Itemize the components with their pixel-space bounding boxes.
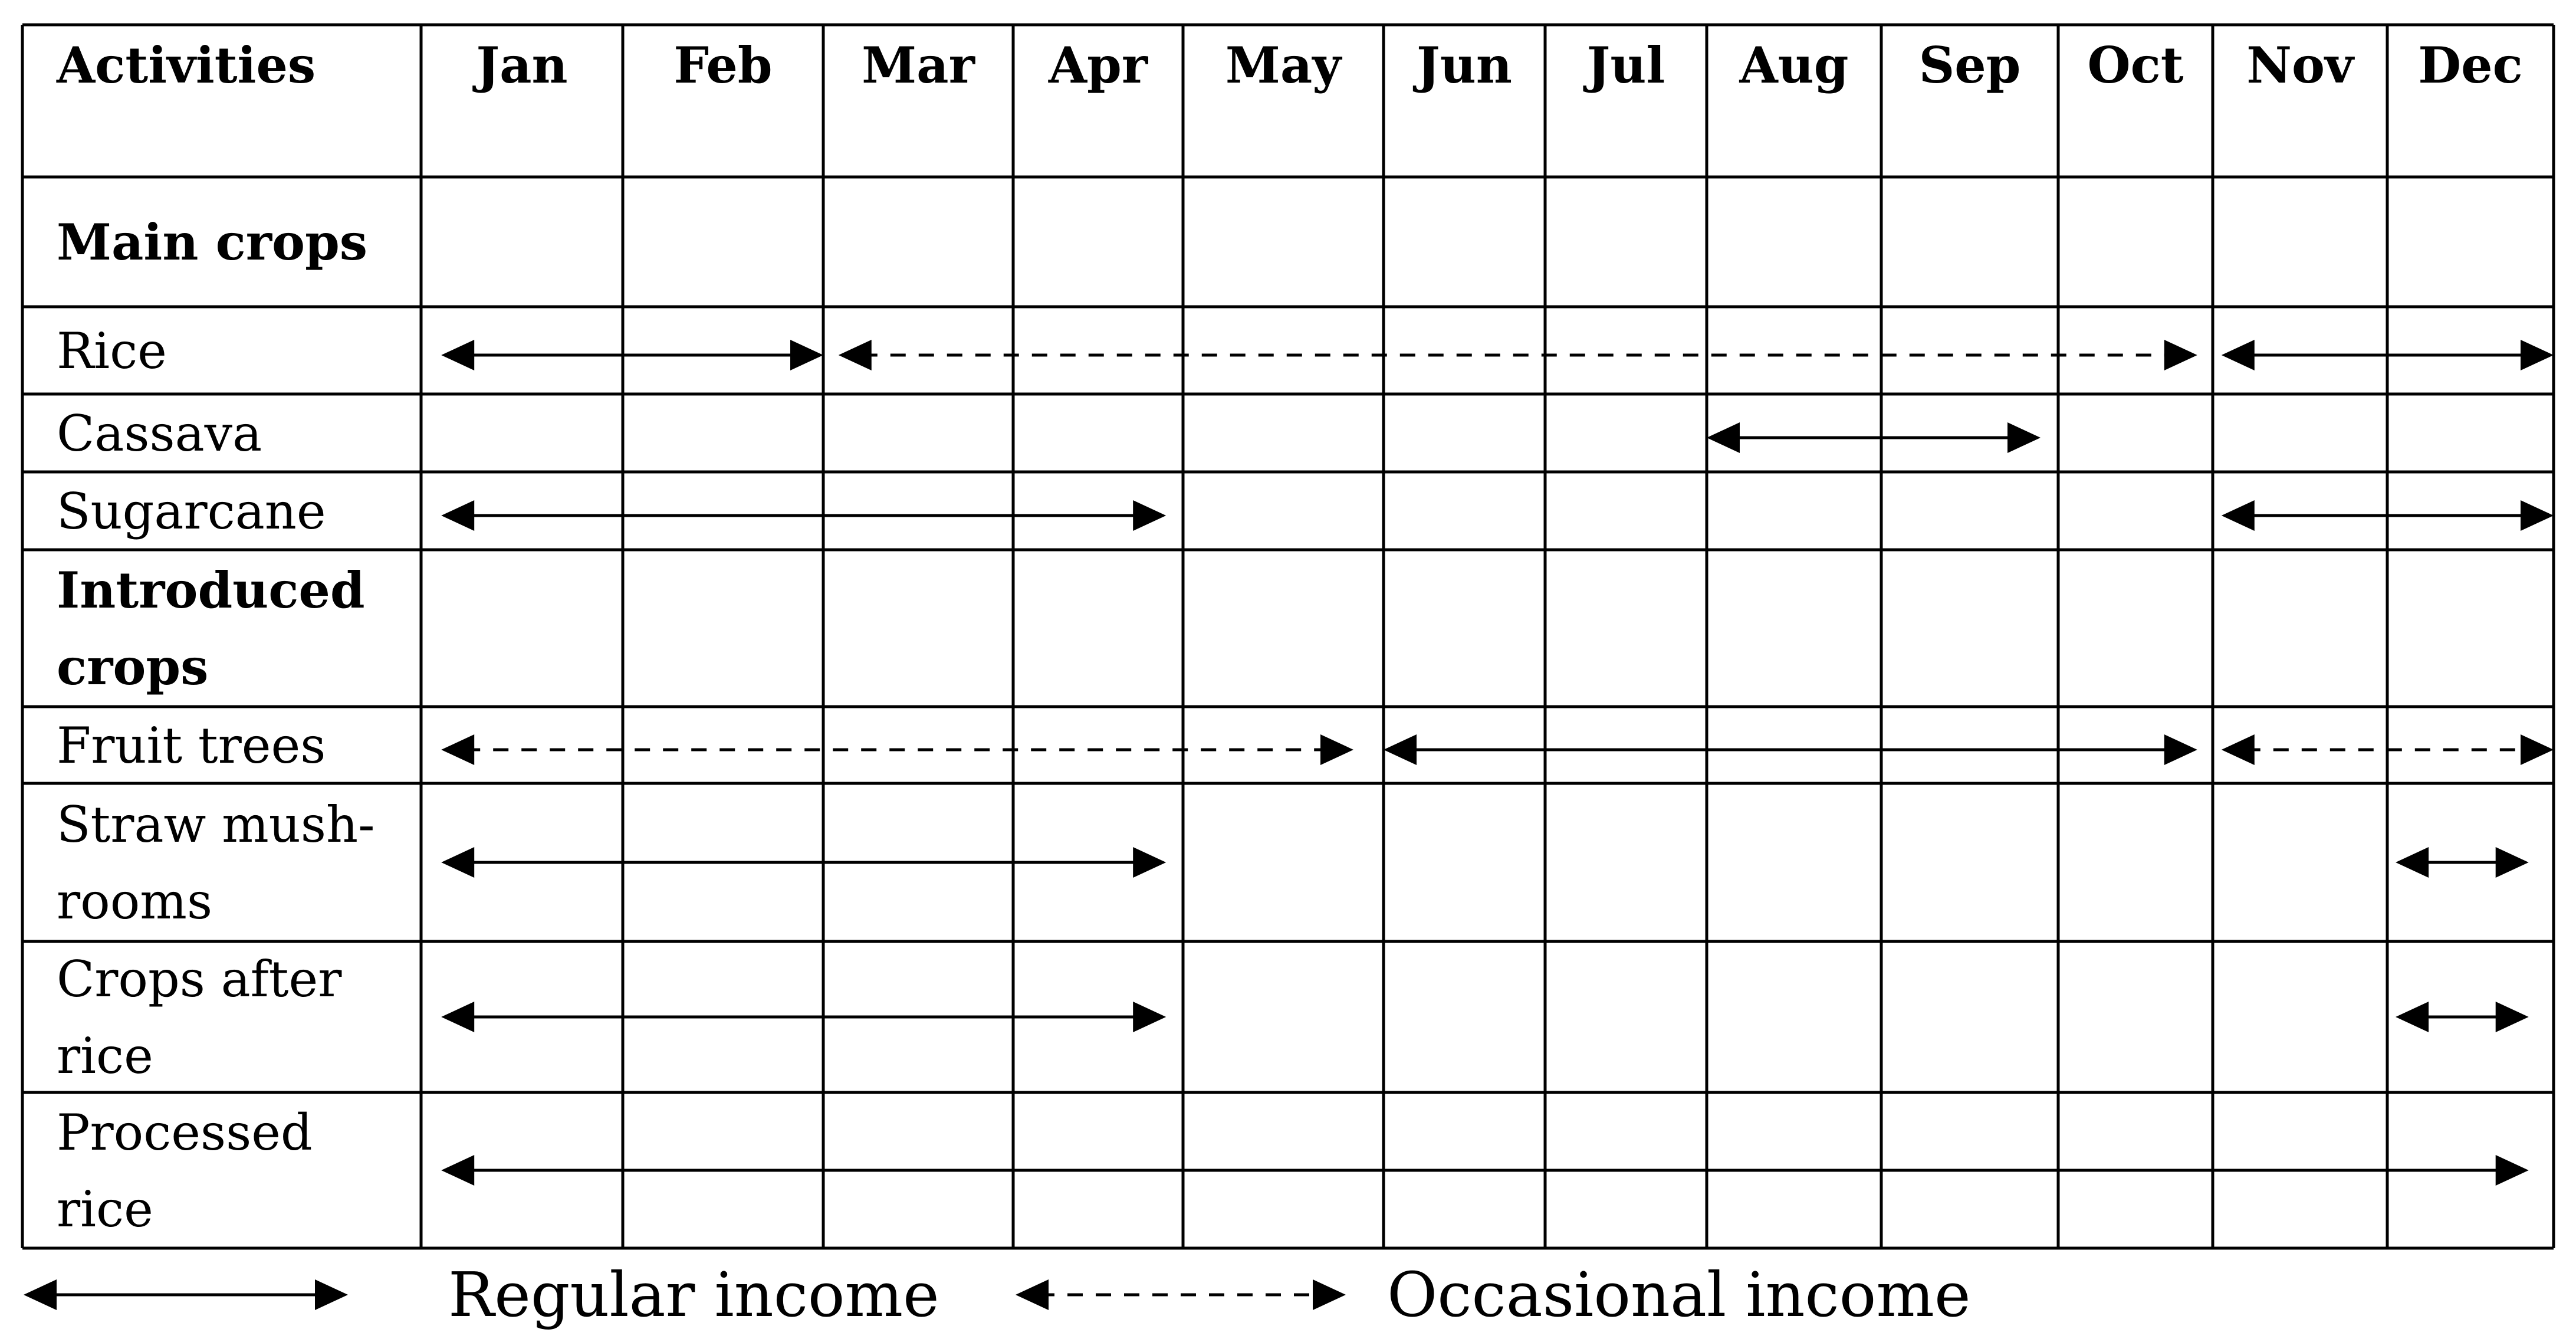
month-header-feb: Feb — [673, 36, 773, 94]
arrow-row6-1-regular-head-left — [2396, 847, 2429, 878]
arrow-row1-0-regular — [441, 340, 823, 370]
arrow-row7-0-regular — [441, 1002, 1166, 1032]
row-label-3-line-0: Sugarcane — [57, 483, 326, 540]
arrow-row3-0-regular-head-right — [1133, 500, 1166, 531]
activity-labels — [57, 213, 374, 1238]
month-header-nov: Nov — [2246, 36, 2354, 94]
arrow-row5-0-occasional-head-right — [1320, 734, 1353, 765]
month-header-oct: Oct — [2087, 36, 2184, 94]
arrow-row7-1-regular-head-left — [2396, 1002, 2429, 1032]
row-label-1-line-0: Rice — [57, 322, 167, 380]
arrow-row8-0-regular — [441, 1155, 2529, 1186]
arrow-row1-0-regular-head-left — [441, 340, 474, 370]
row-label-7-line-0: Crops after — [57, 950, 342, 1008]
arrow-row2-0-regular — [1707, 422, 2041, 453]
table-grid — [22, 25, 2554, 1248]
arrow-row1-0-regular-head-right — [790, 340, 823, 370]
arrow-row2-0-regular-head-right — [2007, 422, 2041, 453]
arrow-row2-0-regular-head-left — [1707, 422, 1740, 453]
arrow-row6-1-regular-head-right — [2496, 847, 2529, 878]
row-label-8-line-1: rice — [57, 1180, 153, 1238]
legend-occasional-arrow — [1016, 1279, 1346, 1310]
legend-occasional-arrow-head-right — [1313, 1279, 1346, 1310]
arrow-row8-0-regular-head-left — [441, 1155, 474, 1186]
arrow-row5-2-occasional-head-left — [2222, 734, 2255, 765]
arrow-row5-0-occasional — [441, 734, 1353, 765]
arrow-row6-0-regular-head-left — [441, 847, 474, 878]
arrow-row6-0-regular-head-right — [1133, 847, 1166, 878]
legend-occasional-label: Occasional income — [1387, 1259, 1971, 1331]
arrow-row1-1-occasional — [839, 340, 2197, 370]
arrow-row8-0-regular-head-right — [2496, 1155, 2529, 1186]
row-label-4-line-0: Introduced — [57, 561, 365, 619]
arrow-row5-1-regular-head-left — [1384, 734, 1417, 765]
arrow-row7-0-regular-head-right — [1133, 1002, 1166, 1032]
month-header-row — [56, 36, 2523, 94]
legend-regular-arrow — [24, 1279, 348, 1310]
legend-regular-arrow-head-right — [315, 1279, 348, 1310]
month-header-may: May — [1225, 36, 1342, 94]
legend — [24, 1259, 1971, 1331]
row-label-8-line-0: Processed — [57, 1104, 313, 1161]
month-header-jun: Jun — [1417, 36, 1512, 94]
arrow-row6-0-regular — [441, 847, 1166, 878]
row-label-6-line-1: rooms — [57, 872, 213, 930]
legend-regular-arrow-head-left — [24, 1279, 57, 1310]
arrow-row7-1-regular-head-right — [2496, 1002, 2529, 1032]
arrow-row6-1-regular — [2396, 847, 2529, 878]
month-header-jul: Jul — [1586, 36, 1665, 94]
row-label-6-line-0: Straw mush- — [57, 796, 375, 854]
arrow-row3-0-regular — [441, 500, 1166, 531]
arrow-row5-2-occasional-head-right — [2521, 734, 2554, 765]
month-header-aug: Aug — [1739, 36, 1849, 94]
row-label-2-line-0: Cassava — [57, 405, 262, 462]
arrow-row3-1-regular-head-left — [2222, 500, 2255, 531]
arrow-row1-1-occasional-head-left — [839, 340, 872, 370]
arrow-row5-1-regular — [1384, 734, 2197, 765]
arrow-row7-0-regular-head-left — [441, 1002, 474, 1032]
arrow-row3-1-regular-head-right — [2521, 500, 2554, 531]
row-label-4-line-1: crops — [57, 638, 209, 696]
row-label-7-line-1: rice — [57, 1027, 153, 1085]
arrow-row3-0-regular-head-left — [441, 500, 474, 531]
month-header-sep: Sep — [1918, 36, 2021, 94]
month-header-dec: Dec — [2418, 36, 2523, 94]
arrow-row1-2-regular-head-left — [2222, 340, 2255, 370]
arrow-row1-1-occasional-head-right — [2164, 340, 2197, 370]
month-header-mar: Mar — [862, 36, 975, 94]
month-header-apr: Apr — [1048, 36, 1148, 94]
arrow-row1-2-regular-head-right — [2521, 340, 2554, 370]
arrow-row7-1-regular — [2396, 1002, 2529, 1032]
row-label-0-line-0: Main crops — [57, 213, 368, 271]
arrow-row5-0-occasional-head-left — [441, 734, 474, 765]
arrow-row5-1-regular-head-right — [2164, 734, 2197, 765]
row-label-5-line-0: Fruit trees — [57, 717, 326, 774]
month-header-jan: Jan — [476, 36, 568, 94]
legend-regular-label: Regular income — [448, 1259, 939, 1331]
header-activities: Activities — [57, 36, 316, 94]
income-arrows — [441, 340, 2554, 1186]
legend-occasional-arrow-head-left — [1016, 1279, 1049, 1310]
